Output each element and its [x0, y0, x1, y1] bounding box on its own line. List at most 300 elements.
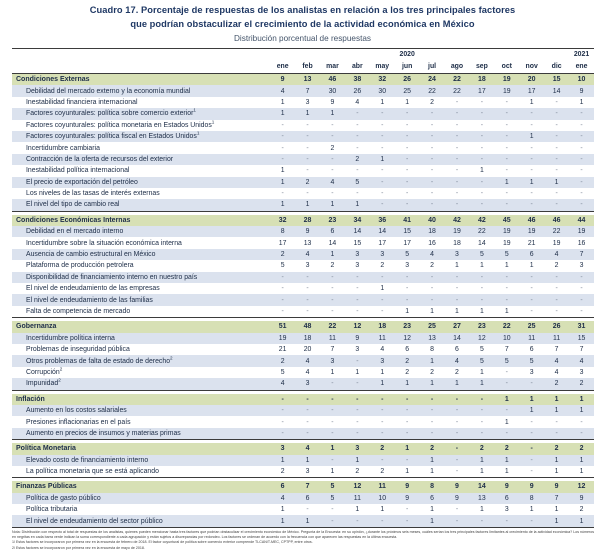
row-value: -	[306, 167, 309, 175]
group-value: 2	[494, 443, 519, 454]
row-value: -	[469, 108, 494, 119]
row-value: 4	[420, 249, 445, 260]
row-value: -	[530, 121, 533, 129]
row-value: -	[320, 378, 345, 390]
row-value: 2	[544, 378, 569, 390]
row-value: -	[420, 428, 445, 440]
page-title-line-2: que podrían obstaculizar el crecimiento de la actividad económica en México	[130, 18, 475, 29]
group-value: -	[295, 394, 320, 405]
row-value: -	[430, 121, 434, 129]
row-value: 1	[270, 108, 295, 119]
row-value: 16	[577, 239, 586, 247]
row-value: -	[331, 418, 334, 426]
footnote-marker: 1	[196, 130, 200, 136]
row-value: 1	[405, 98, 410, 106]
row-value: -	[430, 144, 434, 152]
row-value: -	[420, 405, 445, 416]
row-value: 8	[519, 493, 544, 504]
group-value: 25	[519, 321, 544, 332]
group-value: 26	[544, 321, 569, 332]
row-value: -	[519, 294, 544, 305]
row-value: 1	[320, 249, 345, 260]
row-value: -	[555, 418, 558, 426]
row-label: Impunidad$^2$	[12, 378, 270, 390]
row-value: -	[555, 98, 558, 106]
row-value: 3	[405, 262, 410, 270]
row-value: -	[406, 121, 409, 129]
row-value: 1	[295, 515, 320, 527]
row-value: 4	[445, 355, 470, 366]
group-value: 14	[469, 481, 494, 492]
row-value: -	[530, 144, 533, 152]
row-value: 1	[479, 262, 484, 270]
row-value: 19	[569, 226, 594, 237]
row-value: -	[420, 154, 445, 165]
row-value: -	[494, 199, 519, 211]
row-label: Elevado costo de financiamiento interno	[12, 455, 270, 466]
row-value: -	[455, 285, 459, 293]
row-value: -	[395, 199, 420, 211]
group-value: 4	[295, 443, 320, 454]
row-value: 3	[370, 249, 395, 260]
row-value: -	[381, 190, 384, 198]
row-label: Factores coyunturales: política monetaria en Estados Unidos$^1$	[26, 119, 215, 129]
row-value: -	[320, 405, 345, 416]
header-year-cell	[519, 49, 544, 61]
row-value: 1	[420, 355, 445, 366]
header-year-cell	[494, 49, 519, 61]
header-year-cell	[420, 49, 445, 61]
row-value: 13	[469, 493, 494, 504]
group-value: 15	[544, 74, 569, 86]
row-value: 3	[295, 378, 320, 390]
row-value: 1	[445, 378, 470, 390]
row-value: -	[480, 190, 484, 198]
row-value: -	[295, 154, 320, 165]
row-value: -	[356, 121, 359, 129]
row-value: 6	[405, 346, 410, 354]
group-value: 2	[420, 443, 445, 454]
table-row	[12, 466, 594, 478]
row-value: -	[494, 428, 519, 440]
row-value: 1	[295, 108, 320, 119]
row-value: -	[345, 428, 370, 440]
row-value: -	[505, 190, 508, 198]
row-value: 2	[430, 98, 434, 106]
row-value: 1	[479, 368, 484, 376]
row-label: Incertidumbre política interna	[12, 333, 270, 344]
row-value: 5	[494, 249, 519, 260]
row-value: -	[356, 418, 359, 426]
page-subtitle: Distribución porcentual de respuestas	[234, 34, 371, 43]
row-value: 1	[355, 368, 360, 376]
group-value: 1	[569, 394, 594, 405]
row-value: -	[295, 294, 320, 305]
row-value: -	[519, 199, 544, 211]
group-value: 41	[395, 215, 420, 226]
row-value: 1	[295, 455, 320, 466]
row-value: -	[420, 177, 445, 188]
row-value: -	[430, 418, 434, 426]
row-value: -	[345, 108, 370, 119]
row-value: 1	[270, 515, 295, 527]
row-value: -	[445, 154, 470, 165]
row-value: 30	[370, 85, 395, 96]
table-row	[12, 493, 594, 504]
table-row	[12, 177, 594, 188]
row-value: -	[381, 121, 384, 129]
row-value: 1	[504, 418, 509, 426]
footnote-general: Nota: Distribución con respecto al total de respuestas de los analistas, quienes pueden mencionar hasta tres factores que podrían obstaculizar el crecimiento económico de México. Pregunta de la Encuesta: en su opinión, ¿durante los próximos seis meses, cuáles serían los tres principales factores limitantes al crecimiento de la actividad económica? Los números en negritas en cada barra verde indican la suma correspondiente a cada agrupación y están sujetos a discrepancias por redondeo. Los factores se ordenan de acuerdo con la frecuencia con que aparecen las respuestas en la última encuesta.	[12, 529, 594, 539]
group-value: 12	[569, 481, 594, 492]
group-value: -	[345, 394, 370, 405]
row-value: 1	[469, 378, 494, 390]
group-value: 26	[395, 74, 420, 86]
row-value: 8	[270, 226, 295, 237]
header-year-cell	[544, 49, 569, 61]
row-label: Otros problemas de falta de estado de derecho$^2$	[12, 355, 270, 366]
group-value: -	[370, 394, 395, 405]
row-value: 1	[330, 368, 335, 376]
row-value: -	[505, 121, 508, 129]
row-value: -	[356, 285, 359, 293]
header-month-6: jul	[428, 63, 437, 70]
row-value: -	[370, 294, 395, 305]
group-value: 28	[295, 215, 320, 226]
row-value: 1	[355, 506, 360, 514]
row-value: -	[580, 190, 583, 198]
row-value: 2	[380, 262, 385, 270]
row-value: -	[530, 308, 533, 315]
row-value: 2	[380, 468, 385, 476]
row-value: 6	[519, 249, 544, 260]
table-row	[12, 108, 594, 119]
row-value: 5	[320, 493, 345, 504]
row-value: 1	[370, 378, 395, 390]
table-row	[12, 367, 594, 378]
row-value: 1	[380, 285, 385, 293]
group-value: 9	[544, 481, 569, 492]
row-value: 2	[355, 468, 360, 476]
row-value: 11	[370, 333, 395, 344]
header-year-cell: 2021	[573, 51, 590, 58]
row-value: -	[281, 190, 284, 198]
row-value: -	[356, 144, 359, 152]
row-value: -	[469, 428, 494, 440]
row-value: -	[569, 428, 594, 440]
row-value: -	[281, 121, 284, 129]
row-value: 1	[569, 515, 594, 527]
row-value: 5	[280, 368, 285, 376]
row-value: 1	[280, 98, 285, 106]
row-value: 17	[469, 85, 494, 96]
row-value: 13	[303, 239, 312, 247]
group-value: 32	[270, 215, 295, 226]
row-value: 19	[502, 239, 511, 247]
row-value: 19	[270, 333, 295, 344]
group-value: 6	[270, 481, 295, 492]
row-value: -	[505, 167, 508, 175]
row-value: 1	[320, 108, 345, 119]
row-value: -	[381, 144, 384, 152]
row-label: Inestabilidad financiera internacional	[26, 98, 138, 106]
footnote-marker: 1	[211, 119, 215, 125]
row-value: -	[494, 154, 519, 165]
row-value: 5	[494, 355, 519, 366]
row-value: -	[494, 131, 519, 142]
row-value: -	[370, 405, 395, 416]
row-value: 3	[579, 368, 584, 376]
row-value: -	[544, 272, 569, 283]
group-value: 46	[320, 74, 345, 86]
row-value: -	[395, 272, 420, 283]
row-value: -	[320, 515, 345, 527]
row-value: 1	[345, 455, 370, 466]
row-value: -	[331, 308, 334, 315]
row-value: -	[356, 190, 359, 198]
row-value: 5	[469, 249, 494, 260]
row-value: 9	[395, 493, 420, 504]
row-value: 1	[420, 455, 445, 466]
row-value: 2	[579, 506, 584, 514]
group-value: 31	[569, 321, 594, 332]
row-value: 14	[544, 85, 569, 96]
row-value: -	[494, 515, 519, 527]
group-value: 2	[469, 443, 494, 454]
group-value: -	[320, 394, 345, 405]
group-row	[12, 74, 594, 86]
row-value: 12	[469, 333, 494, 344]
row-value: 4	[305, 368, 310, 376]
footnote-marker: 2	[59, 366, 63, 372]
row-value: 9	[569, 493, 594, 504]
group-value: 3	[270, 443, 295, 454]
row-value: 4	[554, 368, 559, 376]
row-label: Problemas de inseguridad pública	[26, 346, 130, 354]
table-row	[12, 226, 594, 237]
row-value: -	[480, 418, 484, 426]
row-value: -	[480, 144, 484, 152]
group-value: -	[445, 443, 470, 454]
row-value: 2	[455, 368, 459, 376]
group-label: Política Monetaria	[12, 443, 270, 454]
row-value: -	[430, 285, 434, 293]
row-value: -	[306, 308, 309, 315]
row-label: El nivel de endeudamiento de las empresas	[26, 285, 160, 293]
row-value: 2	[330, 262, 335, 270]
title-block	[0, 0, 605, 45]
row-label: El nivel de endeudamiento del sector público	[12, 515, 270, 527]
row-value: -	[281, 144, 284, 152]
header-month-2: mar	[326, 63, 339, 70]
row-value: -	[505, 285, 508, 293]
row-value: 1	[544, 405, 569, 416]
row-value: -	[295, 131, 320, 142]
row-value: -	[569, 177, 594, 188]
row-value: 10	[370, 493, 395, 504]
footnote-marker: 2	[170, 355, 173, 361]
group-value: 19	[494, 74, 519, 86]
group-value: 13	[295, 74, 320, 86]
row-value: 4	[270, 378, 295, 390]
row-value: -	[381, 418, 384, 426]
row-value: 4	[295, 355, 320, 366]
row-value: 8	[430, 346, 434, 354]
row-value: 21	[527, 239, 536, 247]
row-label: Contracción de la oferta de recursos del exterior	[12, 154, 270, 165]
row-value: -	[295, 405, 320, 416]
row-value: 1	[519, 131, 544, 142]
row-value: -	[270, 131, 295, 142]
row-label: Política de gasto público	[12, 493, 270, 504]
group-label: Condiciones Externas	[12, 74, 270, 86]
row-value: -	[445, 108, 470, 119]
row-value: 1	[579, 468, 584, 476]
row-value: -	[306, 190, 309, 198]
row-value: -	[331, 167, 334, 175]
row-value: 4	[320, 177, 345, 188]
spacer	[12, 49, 270, 61]
row-value: -	[455, 144, 459, 152]
row-value: -	[345, 294, 370, 305]
group-label: Condiciones Económicas Internas	[12, 215, 270, 226]
row-value: -	[320, 455, 345, 466]
row-value: 4	[295, 249, 320, 260]
group-value: 23	[395, 321, 420, 332]
group-row	[12, 394, 594, 405]
group-value: 22	[320, 321, 345, 332]
row-value: -	[345, 515, 370, 527]
row-value: 6	[295, 493, 320, 504]
header-year-cell	[445, 49, 470, 61]
row-value: -	[469, 154, 494, 165]
group-value: -	[445, 394, 470, 405]
row-value: 2	[430, 262, 434, 270]
row-value: 22	[445, 85, 470, 96]
row-label: Los niveles de las tasas de interés externas	[26, 190, 160, 198]
row-value: 1	[370, 154, 395, 165]
row-value: 4	[355, 98, 360, 106]
table-row	[12, 260, 594, 271]
group-value: 12	[345, 321, 370, 332]
row-value: -	[370, 428, 395, 440]
row-value: 5	[345, 177, 370, 188]
row-value: 14	[370, 226, 395, 237]
row-label: Corrupción$^2$	[26, 366, 63, 376]
row-value: 3	[445, 249, 470, 260]
row-value: -	[530, 418, 533, 426]
row-value: 26	[345, 85, 370, 96]
row-value: -	[455, 468, 459, 476]
row-value: -	[469, 405, 494, 416]
row-value: 1	[430, 308, 434, 315]
row-value: 1	[544, 455, 569, 466]
group-value: 22	[494, 321, 519, 332]
table-row	[12, 142, 594, 153]
table-row	[12, 237, 594, 248]
row-value: -	[406, 167, 409, 175]
row-value: -	[381, 167, 384, 175]
header-month-0: ene	[276, 63, 289, 70]
row-value: -	[530, 468, 533, 476]
group-value: 11	[370, 481, 395, 492]
group-value: 9	[445, 481, 470, 492]
row-value: 11	[519, 333, 544, 344]
row-value: -	[445, 131, 470, 142]
row-value: -	[555, 190, 558, 198]
row-value: 6	[320, 226, 345, 237]
row-value: 1	[430, 468, 434, 476]
row-value: 19	[552, 239, 561, 247]
row-value: 3	[504, 506, 509, 514]
row-value: 6	[494, 493, 519, 504]
row-value: -	[406, 506, 409, 514]
table-row	[12, 515, 594, 527]
table-row	[12, 131, 594, 142]
row-value: -	[569, 131, 594, 142]
row-value: -	[320, 154, 345, 165]
row-value: -	[281, 308, 284, 315]
table-row	[12, 333, 594, 344]
row-value: -	[345, 405, 370, 416]
header-month-1: feb	[302, 63, 313, 70]
group-value: 7	[295, 481, 320, 492]
row-value: -	[544, 154, 569, 165]
row-value: 1	[504, 262, 509, 270]
table-row	[12, 283, 594, 294]
row-label: Incertidumbre cambiaria	[26, 144, 100, 152]
group-value: 36	[370, 215, 395, 226]
row-value: -	[555, 121, 558, 129]
header-year-cell	[345, 49, 370, 61]
row-value: -	[420, 294, 445, 305]
group-label: Inflación	[12, 394, 270, 405]
row-value: 2	[345, 154, 370, 165]
row-label: Debilidad en el mercado interno	[12, 226, 270, 237]
row-value: -	[406, 190, 409, 198]
row-value: 14	[328, 239, 337, 247]
row-value: 3	[529, 368, 534, 376]
table-row	[12, 306, 594, 318]
row-label: Inestabilidad política internacional	[26, 167, 130, 175]
row-value: 4	[569, 355, 594, 366]
row-value: 19	[445, 226, 470, 237]
group-value: 9	[494, 481, 519, 492]
row-value: -	[544, 131, 569, 142]
row-value: -	[345, 378, 370, 390]
row-value: -	[320, 272, 345, 283]
row-label: La política monetaria que se está aplicando	[26, 468, 159, 476]
row-value: 12	[395, 333, 420, 344]
row-value: -	[580, 144, 583, 152]
row-value: 7	[579, 346, 584, 354]
header-month-10: nov	[525, 63, 538, 70]
row-value: 5	[280, 262, 285, 270]
row-value: 1	[420, 515, 445, 527]
factors-table	[12, 48, 594, 528]
row-value: -	[469, 199, 494, 211]
row-value: 4	[380, 346, 385, 354]
row-value: 9	[330, 98, 335, 106]
row-value: -	[356, 167, 359, 175]
row-value: 3	[345, 249, 370, 260]
row-value: 25	[395, 85, 420, 96]
row-value: -	[445, 428, 470, 440]
row-value: -	[469, 272, 494, 283]
header-year-cell	[469, 49, 494, 61]
row-value: -	[445, 177, 470, 188]
row-value: -	[270, 294, 295, 305]
